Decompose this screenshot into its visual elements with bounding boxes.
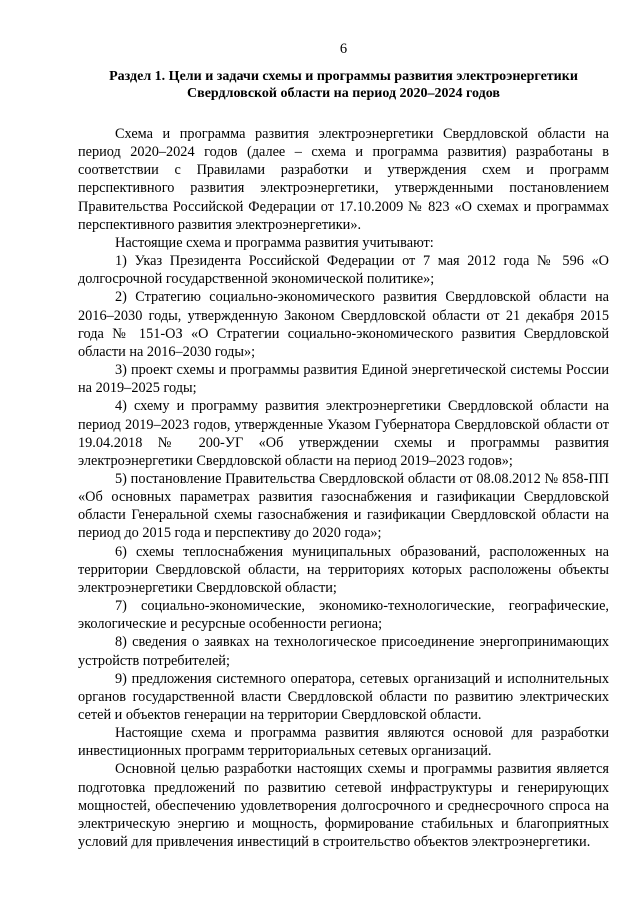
page-number: 6 bbox=[339, 41, 348, 57]
paragraph-considers: Настоящие схема и программа развития учитывают: bbox=[115, 234, 434, 251]
list-item-4: 4) схему и программу развития электроэнергетики Свердловской области на период 2019–2023 годов, утвержденные Указом Губернатора Свердловской области от 19.04.2018 № 200-УГ «Об утверждении схемы и программы развития электроэнергетики Свердловской области на период 2019–2023 годов»; bbox=[78, 398, 609, 469]
list-item-1: 1) Указ Президента Российской Федерации от 7 мая 2012 года № 596 «О долгосрочной государственной экономической политике»; bbox=[78, 253, 609, 288]
section-title: Раздел 1. Цели и задачи схемы и программы развития электроэнергетики Свердловской области на период 2020–2024 годов bbox=[109, 69, 578, 101]
document-page bbox=[78, 40, 609, 851]
paragraph-main-goal: Основной целью разработки настоящих схемы и программы развития является подготовка предложений по развитию сетевой инфраструктуры и генерирующих мощностей, обеспечению удовлетворения долгосрочного и среднесрочного спроса на электрическую энергию и мощность, формирование стабильных и благоприятных условий для привлечения инвестиций в строительство объектов электроэнергетики. bbox=[78, 761, 609, 851]
list-item-9: 9) предложения системного оператора, сетевых организаций и исполнительных органов государственной власти Свердловской области по развитию электрических сетей и объектов генерации на территории Свердловской области. bbox=[78, 670, 609, 723]
list-item-3: 3) проект схемы и программы развития Единой энергетической системы России на 2019–2025 годы; bbox=[78, 362, 609, 397]
list-item-5: 5) постановление Правительства Свердловской области от 08.08.2012 № 858-ПП «Об основных параметрах развития газоснабжения и газификации Свердловской области Генеральной схемы газоснабжения и газификации Свердловской области на период до 2015 года и перспективу до 2020 года»; bbox=[78, 470, 609, 542]
list-item-2: 2) Стратегию социально-экономического развития Свердловской области на 2016–2030 годы, утвержденную Законом Свердловской области от 21 декабря 2015 года № 151-ОЗ «О Стратегии социально-экономического развития Свердловской области на 2016–2030 годы»; bbox=[78, 289, 609, 360]
list-item-7: 7) социально-экономические, экономико-технологические, географические, экологические и ресурсные особенности региона; bbox=[78, 598, 609, 633]
paragraph-intro: Схема и программа развития электроэнергетики Свердловской области на период 2020–2024 годов (далее – схема и программа развития) разработаны в соответствии с Правилами разработки и утверждения схем и программ перспективного развития электроэнергетики, утвержденными постановлением Правительства Российской Федерации от 17.10.2009 № 823 «О схемах и программах перспективного развития электроэнергетики». bbox=[78, 126, 609, 233]
list-item-6: 6) схемы теплоснабжения муниципальных образований, расположенных на территории Свердловской области, на территориях которых расположены объекты электроэнергетики Свердловской области; bbox=[78, 543, 609, 596]
list-item-8: 8) сведения о заявках на технологическое присоединение энергопринимающих устройств потребителей; bbox=[78, 634, 609, 669]
paragraph-basis: Настоящие схема и программа развития являются основой для разработки инвестиционных программ территориальных сетевых организаций. bbox=[78, 725, 609, 760]
